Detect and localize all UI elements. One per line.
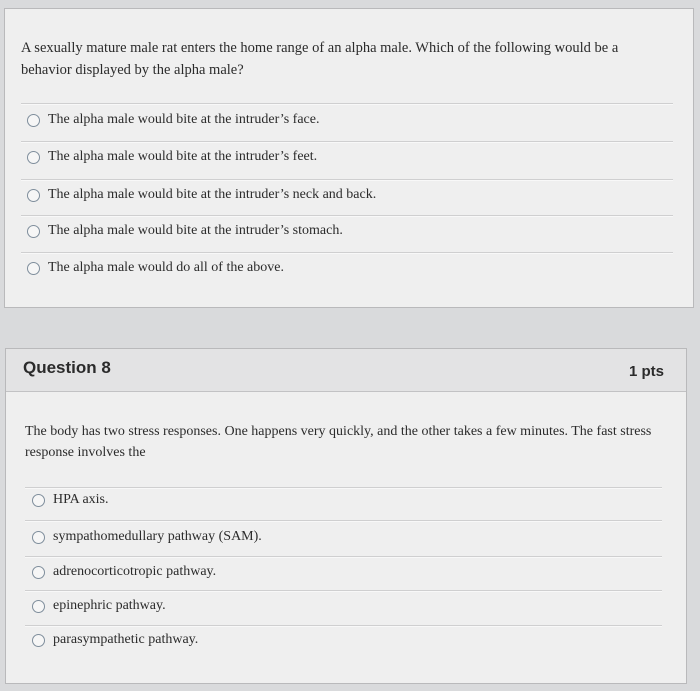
question-7-card: [4, 8, 694, 308]
answer-label: The alpha male would bite at the intruder’s face.: [48, 112, 320, 127]
answer-label: The alpha male would bite at the intruder’s neck and back.: [48, 187, 377, 202]
answer-label: epinephric pathway.: [53, 598, 166, 613]
divider: [25, 590, 662, 592]
divider: [25, 556, 662, 558]
divider: [25, 625, 662, 627]
question-7-prompt: A sexually mature male rat enters the home range of an alpha male. Which of the following would be a behavior displayed by the alpha male?: [21, 40, 619, 78]
answer-label: sympathomedullary pathway (SAM).: [53, 529, 262, 544]
q7-answer-option-1[interactable]: [27, 112, 319, 128]
question-header: [6, 349, 686, 392]
radio-button[interactable]: [32, 494, 45, 507]
q7-answer-option-5[interactable]: [27, 260, 284, 276]
radio-button[interactable]: [32, 531, 45, 544]
q7-answer-option-2[interactable]: [27, 149, 317, 165]
radio-button[interactable]: [32, 566, 45, 579]
divider: [21, 103, 673, 105]
q8-answer-option-4[interactable]: [32, 598, 166, 614]
question-8-prompt: The body has two stress responses. One happens very quickly, and the other takes a few minutes. The fast stress response involves the: [25, 424, 652, 460]
q8-answer-option-2[interactable]: [32, 529, 262, 545]
radio-button[interactable]: [27, 151, 40, 164]
answer-label: The alpha male would bite at the intruder’s feet.: [48, 149, 318, 164]
divider: [21, 141, 673, 143]
radio-button[interactable]: [32, 600, 45, 613]
q7-answer-option-4[interactable]: [27, 223, 343, 239]
q7-answer-option-3[interactable]: [27, 187, 376, 203]
question-points: 1 pts: [628, 363, 664, 380]
radio-button[interactable]: [27, 225, 40, 238]
divider: [25, 520, 662, 522]
divider: [21, 215, 673, 217]
answer-label: parasympathetic pathway.: [53, 632, 199, 647]
question-8-card: [5, 348, 687, 684]
q8-answer-option-3[interactable]: [32, 564, 216, 580]
q8-answer-option-5[interactable]: [32, 632, 198, 648]
divider: [21, 179, 673, 181]
radio-button[interactable]: [27, 114, 40, 127]
radio-button[interactable]: [27, 189, 40, 202]
q8-answer-option-1[interactable]: [32, 492, 109, 508]
radio-button[interactable]: [32, 634, 45, 647]
radio-button[interactable]: [27, 262, 40, 275]
answer-label: The alpha male would do all of the above.: [48, 260, 284, 275]
divider: [21, 252, 673, 254]
answer-label: adrenocorticotropic pathway.: [53, 564, 217, 579]
divider: [25, 487, 662, 489]
question-title: Question 8: [23, 358, 111, 377]
answer-label: The alpha male would bite at the intruder’s stomach.: [48, 223, 343, 238]
answer-label: HPA axis.: [53, 492, 109, 507]
